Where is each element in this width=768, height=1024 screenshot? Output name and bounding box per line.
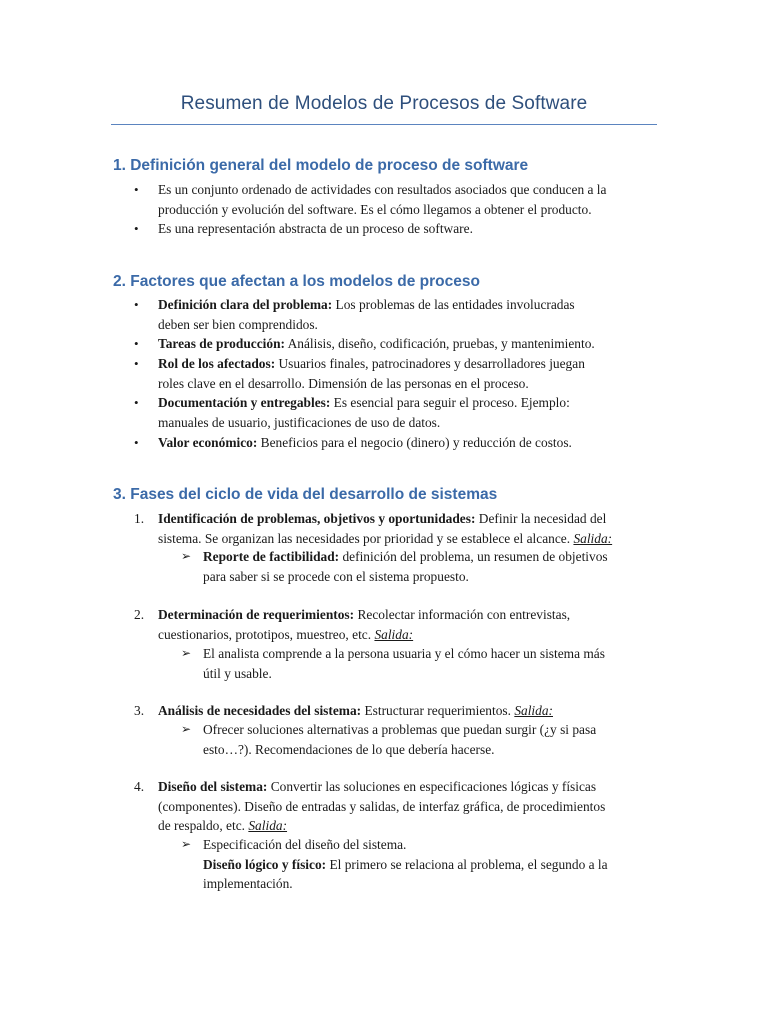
phase-3-text: Análisis de necesidades del sistema: Estructurar requerimientos. Salida:	[158, 703, 553, 718]
list-number: 4.	[134, 779, 145, 794]
bullet-icon: •	[134, 356, 139, 371]
salida-label: Salida:	[573, 530, 613, 546]
section-3-heading: 3. Fases del ciclo de vida del desarrollo de sistemas	[113, 486, 498, 503]
title-divider	[111, 124, 657, 125]
factor-item-economic-value: Valor económico: Beneficios para el negocio (dinero) y reducción de costos.	[158, 435, 572, 450]
arrow-bullet-icon: ➢	[181, 722, 192, 736]
salida-label: Salida:	[374, 626, 414, 642]
factor-item-problem-definition: Definición clara del problema: Los problemas de las entidades involucradas deben ser bien comprendidos.	[158, 297, 575, 332]
bullet-icon: •	[134, 336, 139, 351]
arrow-bullet-icon: ➢	[181, 837, 192, 851]
phase-4-text: Diseño del sistema: Convertir las soluciones en especificaciones lógicas y físicas (componentes). Diseño de entradas y salidas, de interfaz gráfica, de procedimientos de respaldo, etc. Salida:	[158, 779, 606, 834]
phase-2-output: El analista comprende a la persona usuaria y el cómo hacer un sistema más útil y usable.	[203, 646, 605, 681]
list-number: 3.	[134, 703, 145, 718]
phase-3-output: Ofrecer soluciones alternativas a problemas que puedan surgir (¿y si pasa esto…?). Recomendaciones de lo que debería hacerse.	[203, 722, 597, 757]
list-number: 1.	[134, 511, 145, 526]
bullet-icon: •	[134, 395, 139, 410]
factor-item-production-tasks: Tareas de producción: Análisis, diseño, codificación, pruebas, y mantenimiento.	[158, 336, 595, 351]
section-1-heading: 1. Definición general del modelo de proceso de software	[113, 157, 529, 174]
bullet-icon: •	[134, 221, 139, 236]
phase-1-text: Identificación de problemas, objetivos y oportunidades: Definir la necesidad del sistema. Se organizan las necesidades por prioridad y se establece el alcance. Salida:	[158, 511, 613, 546]
bullet-icon: •	[134, 435, 139, 450]
phase-4-output: Especificación del diseño del sistema. Diseño lógico y físico: El primero se relaciona al problema, el segundo a la implementación.	[203, 837, 608, 892]
phase-2-text: Determinación de requerimientos: Recolectar información con entrevistas, cuestionarios, prototipos, muestreo, etc. Salida:	[158, 607, 571, 642]
arrow-bullet-icon: ➢	[181, 549, 192, 563]
salida-label: Salida:	[514, 703, 553, 718]
section-1-item-1: Es un conjunto ordenado de actividades con resultados asociados que conducen a la producción y evolución del software. Es el cómo llegamos a obtener el producto.	[158, 182, 607, 217]
section-1-item-2: Es una representación abstracta de un proceso de software.	[158, 221, 473, 236]
phase-1-output: Reporte de factibilidad: definición del problema, un resumen de objetivos para saber si se procede con el sistema propuesto.	[203, 549, 608, 584]
document-title: Resumen de Modelos de Procesos de Software	[180, 93, 588, 114]
factor-item-stakeholders: Rol de los afectados: Usuarios finales, patrocinadores y desarrolladores juegan roles clave en el desarrollo. Dimensión de las personas en el proceso.	[158, 356, 585, 391]
bullet-icon: •	[134, 297, 139, 312]
list-number: 2.	[134, 607, 145, 622]
bullet-icon: •	[134, 182, 139, 197]
section-2-heading: 2. Factores que afectan a los modelos de proceso	[113, 273, 480, 290]
factor-item-documentation: Documentación y entregables: Es esencial para seguir el proceso. Ejemplo: manuales de usuario, justificaciones de uso de datos.	[158, 395, 570, 430]
arrow-bullet-icon: ➢	[181, 646, 192, 660]
salida-label: Salida:	[248, 818, 288, 834]
